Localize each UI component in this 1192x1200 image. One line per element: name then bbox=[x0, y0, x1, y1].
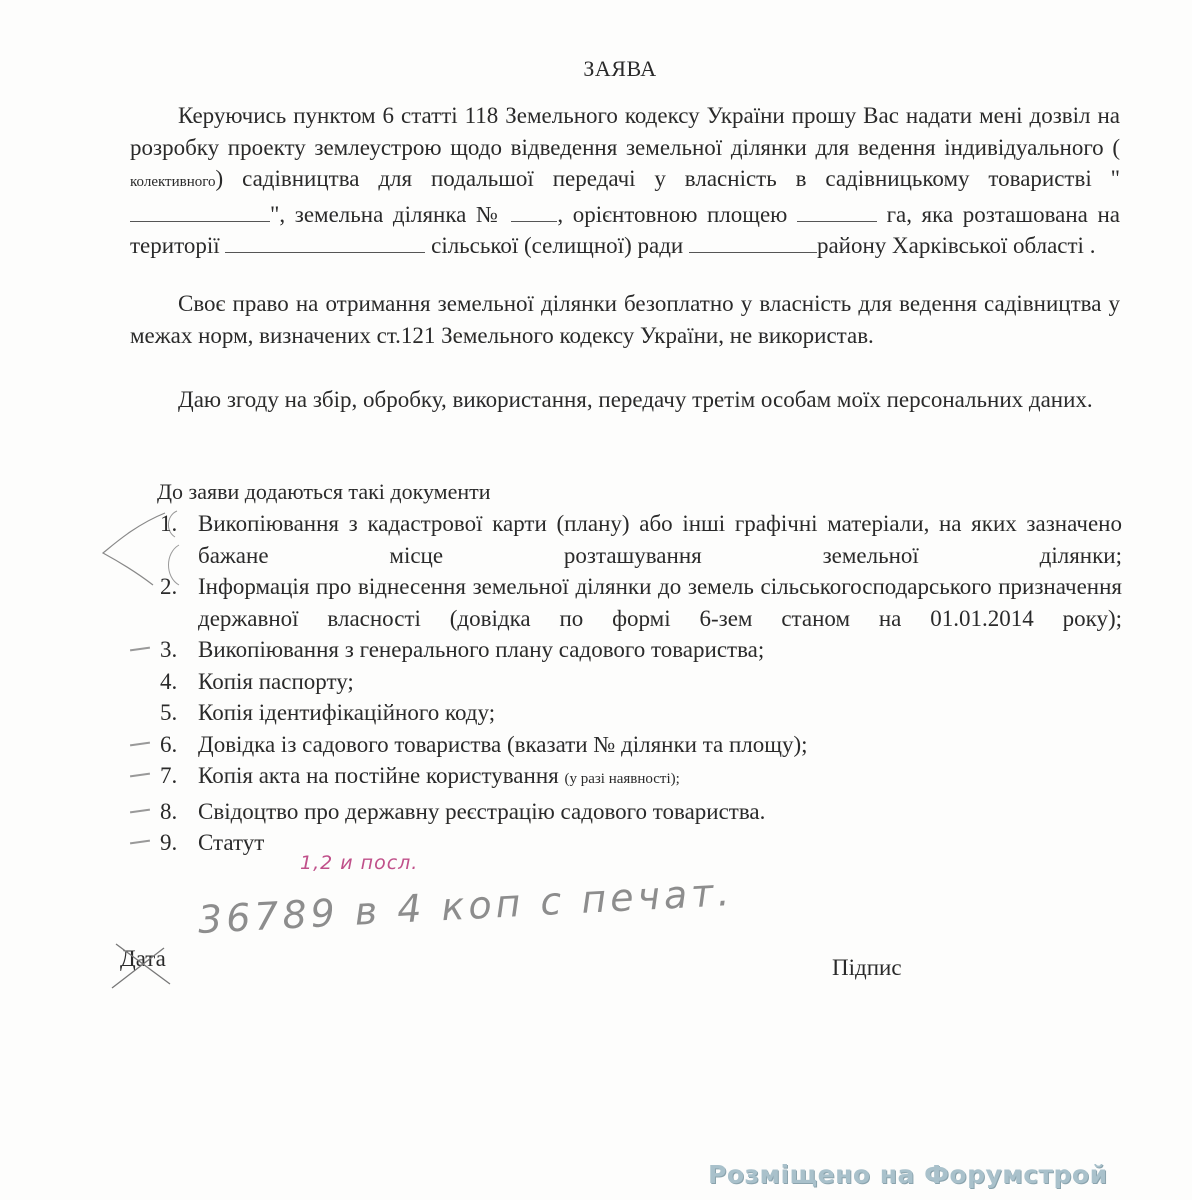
handwritten-note-red: 1,2 и посл. bbox=[300, 852, 419, 874]
document-title: ЗАЯВА bbox=[583, 56, 657, 81]
paragraph-request: Керуючись пунктом 6 статті 118 Земельного кодексу України прошу Вас надати мені дозвіл на розробку проекту землеустрою щодо відведення земельної ділянки для ведення індивідуального ( колективного) садівництва для подальшої передачі у власність в садівницькому товаристві "", земельна ділянка № , орієнтовною площею га, яка розташована на території сільської (селищної) ради району Харківської області . bbox=[130, 103, 1120, 258]
list-item: 9. Статут bbox=[160, 827, 1122, 859]
date-label: Дата bbox=[120, 946, 166, 971]
list-item: 1. Викопіювання з кадастрової карти (плану) або інші графічні матеріали, на яких зазначено бажане місце розташування земельної ділянки; bbox=[160, 511, 1122, 568]
watermark: Розміщено на Форумстрой bbox=[708, 1160, 1108, 1189]
paragraph-consent: Даю згоду на збір, обробку, використання, передачу третім особам моїх персональних даних. bbox=[178, 387, 1093, 412]
list-item: 8. Свідоцтво про державну реєстрацію садового товариства. bbox=[160, 796, 1122, 828]
small-note-if-available: (у разі наявності); bbox=[564, 771, 680, 787]
blank-district bbox=[689, 234, 817, 253]
list-item: 3. Викопіювання з генерального плану садового товариства; bbox=[160, 634, 1122, 666]
signature-label: Підпис bbox=[832, 955, 902, 980]
blank-territory bbox=[225, 234, 425, 253]
attachments-heading: До заяви додаються такі документи bbox=[157, 479, 491, 504]
attachments-list bbox=[160, 508, 1122, 859]
blank-society-name bbox=[130, 203, 270, 222]
list-item: 4. Копія паспорту; bbox=[160, 668, 354, 694]
pen-tick-mark bbox=[130, 647, 150, 652]
list-item: 2. Інформація про віднесення земельної ділянки до земель сільськогосподарського призначення державної власності (довідка по формі 6-зем станом на 01.01.2014 року); bbox=[160, 574, 1122, 631]
blank-area bbox=[797, 203, 877, 222]
pen-tick-mark bbox=[130, 773, 150, 778]
list-item: 5. Копія ідентифікаційного коду; bbox=[160, 700, 496, 725]
pen-tick-mark bbox=[130, 840, 150, 845]
small-note-collective: колективного bbox=[130, 174, 216, 190]
pen-tick-mark bbox=[130, 808, 150, 813]
blank-plot-number bbox=[511, 203, 557, 222]
list-item: 7. Копія акта на постійне користування (у разі наявності); bbox=[160, 760, 1122, 796]
paragraph-right-not-used: Своє право на отримання земельної ділянки безоплатно у власність для ведення садівництва у межах норм, визначених ст.121 Земельного кодексу України, не використав. bbox=[130, 291, 1120, 348]
handwritten-note-grey: 36789 в 4 коп с печат. bbox=[196, 869, 735, 942]
pen-tick-mark bbox=[130, 741, 150, 746]
list-item: 6. Довідка із садового товариства (вказати № ділянки та площу); bbox=[160, 729, 1122, 761]
pen-cross-mark bbox=[108, 940, 188, 990]
